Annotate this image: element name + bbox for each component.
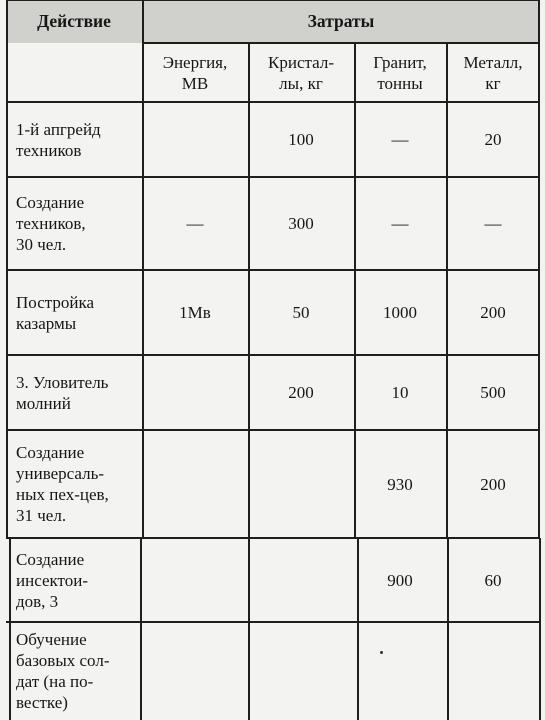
cell-metal: 60 bbox=[484, 570, 502, 590]
cell-granite: 930 bbox=[387, 474, 413, 494]
cell-energy bbox=[142, 430, 248, 538]
cell-granite: — bbox=[391, 214, 409, 233]
cell-crystals bbox=[248, 430, 354, 538]
row-action-label: Создание техников, 30 чел. bbox=[16, 193, 86, 254]
cell-crystals: 50 bbox=[292, 303, 310, 322]
cell-energy: 1Мв bbox=[179, 303, 211, 322]
header-costs: Затраты bbox=[307, 11, 375, 31]
print-speck bbox=[380, 651, 383, 654]
row-action-label: Постройка казармы bbox=[16, 292, 95, 333]
cell-granite bbox=[354, 622, 446, 720]
column-header-energy: Энергия, МВ bbox=[162, 52, 228, 93]
cell-metal: 200 bbox=[480, 303, 506, 322]
cell-crystals bbox=[248, 622, 354, 720]
row-action-label: Создание универсаль- ных пех-цев, 31 чел. bbox=[16, 443, 109, 525]
cell-crystals: 200 bbox=[288, 383, 314, 402]
cell-crystals: 300 bbox=[288, 214, 314, 233]
cell-energy bbox=[142, 538, 248, 622]
row-action-label: 1-й апгрейд техников bbox=[16, 119, 101, 160]
row-action-label: Создание инсектои- дов, 3 bbox=[16, 549, 88, 611]
cell-energy bbox=[142, 622, 248, 720]
cell-energy bbox=[142, 355, 248, 430]
cell-crystals: 100 bbox=[288, 130, 314, 149]
cell-metal: 500 bbox=[480, 383, 506, 402]
row-action-label: 3. Уловитель молний bbox=[16, 372, 109, 413]
row-action-label: Обучение базовых сол- дат (на по- вестке) bbox=[16, 630, 110, 712]
cell-granite: 1000 bbox=[383, 303, 417, 322]
header-action: Действие bbox=[37, 11, 111, 31]
cell-energy: — bbox=[186, 214, 204, 233]
cell-granite: — bbox=[391, 130, 409, 149]
column-header-crystals: Кристал- лы, кг bbox=[268, 52, 334, 93]
cell-metal: — bbox=[484, 214, 502, 233]
cell-granite: 10 bbox=[391, 383, 409, 402]
cell-granite: 900 bbox=[387, 570, 413, 590]
column-header-metal: Металл, кг bbox=[463, 52, 523, 93]
column-header-granite: Гранит, тонны bbox=[373, 52, 427, 93]
cell-crystals bbox=[248, 538, 354, 622]
cell-energy bbox=[142, 102, 248, 177]
cell-metal bbox=[446, 622, 540, 720]
cell-metal: 20 bbox=[484, 130, 502, 149]
cell-metal: 200 bbox=[480, 474, 506, 494]
